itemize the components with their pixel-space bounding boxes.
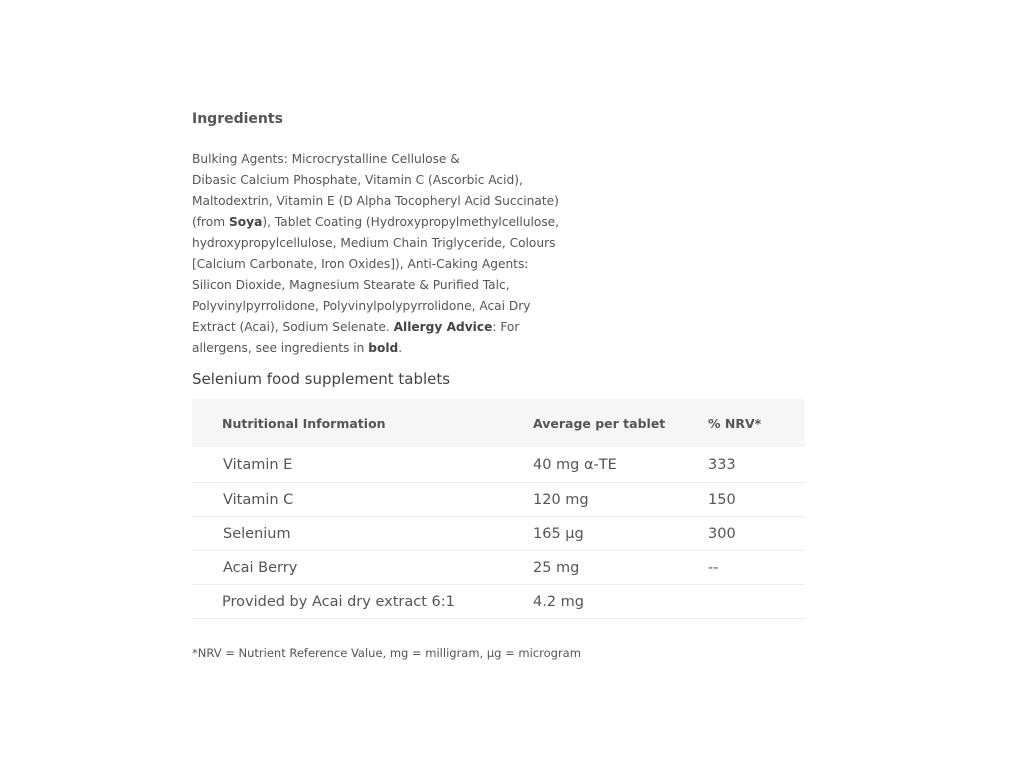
allergen-bold: Soya bbox=[229, 215, 263, 229]
ingredients-text-segment: Dibasic Calcium Phosphate, Vitamin C (Ascorbic Acid), bbox=[192, 173, 523, 187]
ingredients-text-segment: Bulking Agents: Microcrystalline Cellulose & bbox=[192, 152, 460, 166]
ingredients-text bbox=[192, 149, 572, 359]
table-header-row bbox=[192, 399, 805, 447]
table-row bbox=[192, 483, 805, 517]
nutrient-name: Acai Berry bbox=[192, 551, 533, 585]
nutrient-amount: 165 μg bbox=[533, 517, 708, 551]
ingredients-text-segment: [Calcium Carbonate, Iron Oxides]), Anti-Caking Agents: bbox=[192, 257, 529, 271]
ingredients-line bbox=[192, 191, 572, 212]
ingredients-text-segment: allergens, see ingredients in bbox=[192, 341, 369, 355]
nutrient-name: Vitamin E bbox=[192, 447, 533, 483]
table-row bbox=[192, 585, 805, 619]
supplement-title: Selenium food supplement tablets bbox=[192, 370, 451, 388]
ingredients-text-segment: Silicon Dioxide, Magnesium Stearate & Purified Talc, bbox=[192, 278, 510, 292]
nutrient-nrv: 333 bbox=[708, 447, 805, 483]
ingredients-text-segment: Extract (Acai), Sodium Selenate. bbox=[192, 320, 394, 334]
ingredients-text-segment: (from bbox=[192, 215, 229, 229]
nutrient-nrv: 300 bbox=[708, 517, 805, 551]
nutrient-name: Vitamin C bbox=[192, 483, 533, 517]
nutrient-nrv bbox=[708, 585, 805, 619]
ingredients-line bbox=[192, 296, 572, 317]
ingredients-heading: Ingredients bbox=[192, 111, 283, 127]
nutrient-amount: 25 mg bbox=[533, 551, 708, 585]
table-row bbox=[192, 447, 805, 483]
header-nutritional-information: Nutritional Information bbox=[222, 415, 386, 431]
header-average-per-tablet: Average per tablet bbox=[533, 415, 666, 431]
nutrition-table bbox=[192, 399, 805, 619]
nutrient-name: Selenium bbox=[192, 517, 533, 551]
ingredients-text-segment: : For bbox=[492, 320, 520, 334]
nutrition-content bbox=[192, 108, 812, 660]
table-row bbox=[192, 551, 805, 585]
header-nrv: % NRV* bbox=[708, 415, 762, 431]
nutrient-amount: 40 mg α-TE bbox=[533, 447, 708, 483]
ingredients-line bbox=[192, 254, 572, 275]
nrv-footnote: *NRV = Nutrient Reference Value, mg = milligram, μg = microgram bbox=[192, 646, 581, 660]
ingredients-line bbox=[192, 170, 572, 191]
ingredients-line bbox=[192, 275, 572, 296]
ingredients-text-segment: . bbox=[398, 341, 403, 355]
ingredients-text-segment: Maltodextrin, Vitamin E (D Alpha Tocopheryl Acid Succinate) bbox=[192, 194, 559, 208]
ingredients-text-segment: Polyvinylpyrrolidone, Polyvinylpolypyrrolidone, Acai Dry bbox=[192, 299, 531, 313]
ingredients-line bbox=[192, 212, 572, 233]
nutrient-nrv: -- bbox=[708, 551, 805, 585]
ingredients-text-segment: ), Tablet Coating (Hydroxypropylmethylcellulose, bbox=[262, 215, 560, 229]
ingredients-line bbox=[192, 149, 572, 170]
bold-word: bold bbox=[368, 341, 399, 355]
nutrient-amount: 120 mg bbox=[533, 483, 708, 517]
ingredients-text-segment: hydroxypropylcellulose, Medium Chain Triglyceride, Colours bbox=[192, 236, 556, 250]
nutrient-amount: 4.2 mg bbox=[533, 585, 708, 619]
nutrient-name: Provided by Acai dry extract 6:1 bbox=[192, 585, 533, 619]
ingredients-line bbox=[192, 338, 572, 359]
ingredients-line bbox=[192, 317, 572, 338]
ingredients-line bbox=[192, 233, 572, 254]
nutrient-nrv: 150 bbox=[708, 483, 805, 517]
allergy-advice-bold: Allergy Advice bbox=[393, 320, 493, 334]
table-row bbox=[192, 517, 805, 551]
